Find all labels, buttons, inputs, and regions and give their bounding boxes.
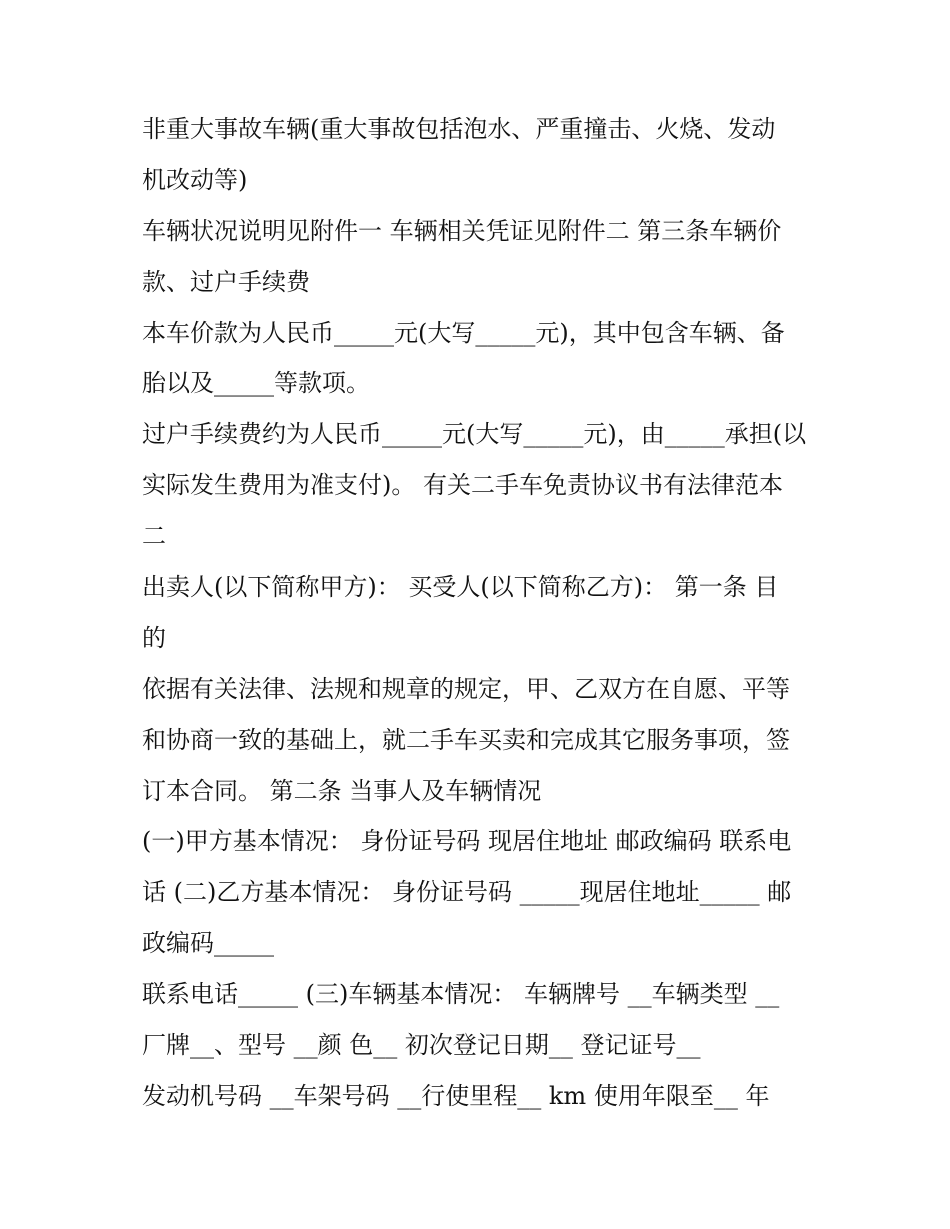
text-line: 的 xyxy=(142,623,166,652)
text-line: 机改动等) xyxy=(142,165,248,194)
text-line: 发动机号码 __车架号码 __行使里程__ km 使用年限至__ 年 xyxy=(142,1081,770,1110)
text-line: 出卖人(以下简称甲方)： 买受人(以下简称乙方)： 第一条 目 xyxy=(142,573,779,602)
text-line: 非重大事故车辆(重大事故包括泡水、严重撞击、火烧、发动 xyxy=(142,115,776,143)
text-line: 实际发生费用为准支付)。 有关二手车免责协议书有法律范本 xyxy=(142,471,783,500)
text-line: 款、过户手续费 xyxy=(142,267,310,296)
text-line: 联系电话_____ (三)车辆基本情况： 车辆牌号 __车辆类型 __ xyxy=(142,980,780,1009)
text-line: 政编码_____ xyxy=(142,929,274,958)
text-line: 厂牌__、型号 __颜 色__ 初次登记日期__ 登记证号__ xyxy=(142,1031,701,1060)
text-line: 话 (二)乙方基本情况： 身份证号码 _____现居住地址_____ 邮 xyxy=(142,878,792,907)
text-line: 依据有关法律、法规和规章的规定，甲、乙双方在自愿、平等 xyxy=(142,674,790,703)
text-line: 本车价款为人民币_____元(大写_____元)，其中包含车辆、备 xyxy=(142,318,785,347)
text-line: 和协商一致的基础上，就二手车买卖和完成其它服务事项，签 xyxy=(142,725,790,754)
text-line: 订本合同。 第二条 当事人及车辆情况 xyxy=(142,776,542,805)
text-line: (一)甲方基本情况： 身份证号码 现居住地址 邮政编码 联系电 xyxy=(142,827,792,856)
text-line: 二 xyxy=(142,522,166,551)
text-line: 车辆状况说明见附件一 车辆相关凭证见附件二 第三条车辆价 xyxy=(142,216,782,245)
document-body xyxy=(142,104,822,1122)
text-line: 胎以及_____等款项。 xyxy=(142,369,370,398)
text-line: 过户手续费约为人民币_____元(大写_____元)，由_____承担(以 xyxy=(142,420,807,449)
